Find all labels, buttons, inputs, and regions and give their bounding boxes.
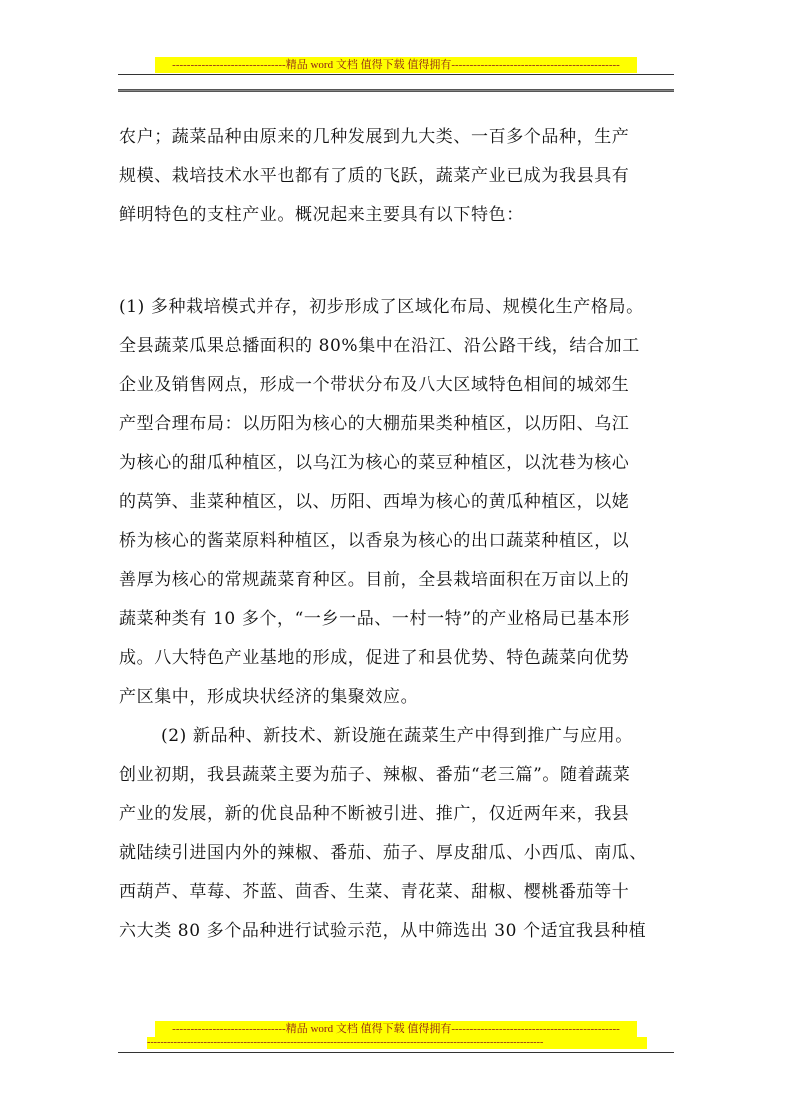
footer-rule	[118, 1052, 674, 1053]
point-1-paragraph	[119, 288, 675, 717]
text-line: 善厚为核心的常规蔬菜育种区。目前，全县栽培面积在万亩以上的	[119, 570, 630, 590]
text-line: 桥为核心的酱菜原料种植区，以香泉为核心的出口蔬菜种植区，以	[119, 531, 630, 551]
footer-dash-banner: -----------------------------------------------------------------------------------------------------------------------	[147, 1037, 647, 1049]
text-line: 创业初期，我县蔬菜主要为茄子、辣椒、番茄“老三篇”。随着蔬菜	[119, 765, 631, 785]
text-line: 全县蔬菜瓜果总播面积的 80%集中在沿江、沿公路干线，结合加工	[119, 336, 640, 356]
text-line: 企业及销售网点，形成一个带状分布及八大区域特色相间的城郊生	[119, 375, 630, 395]
text-line: 农户；蔬菜品种由原来的几种发展到九大类、一百多个品种，生产	[119, 127, 630, 147]
text-line: (2) 新品种、新技术、新设施在蔬菜生产中得到推广与应用。	[161, 726, 633, 746]
document-body	[119, 118, 675, 951]
header-double-rule	[118, 89, 674, 92]
text-line: 产区集中，形成块状经济的集聚效应。	[119, 687, 419, 707]
header-rule	[118, 74, 674, 75]
intro-paragraph	[119, 118, 675, 235]
point-2-paragraph	[119, 717, 675, 951]
paragraph-gap	[119, 235, 675, 288]
text-line: 规模、栽培技术水平也都有了质的飞跃，蔬菜产业已成为我县具有	[119, 166, 630, 186]
text-line: (1) 多种栽培模式并存，初步形成了区域化布局、规模化生产格局。	[119, 297, 644, 317]
text-line: 鲜明特色的支柱产业。概况起来主要具有以下特色：	[119, 205, 524, 225]
text-line: 产型合理布局：以历阳为核心的大棚茄果类种植区，以历阳、乌江	[119, 414, 630, 434]
header-watermark-banner: -------------------------------精品 word 文档 值得下载 值得拥有----------------------------------------------	[155, 57, 637, 73]
text-line: 的莴笋、韭菜种植区，以、历阳、西埠为核心的黄瓜种植区，以姥	[119, 492, 630, 512]
text-line: 成。八大特色产业基地的形成，促进了和县优势、特色蔬菜向优势	[119, 648, 630, 668]
text-line: 蔬菜种类有 10 多个，“一乡一品、一村一特”的产业格局已基本形	[119, 609, 631, 629]
text-line: 产业的发展，新的优良品种不断被引进、推广，仅近两年来，我县	[119, 804, 630, 824]
text-line: 就陆续引进国内外的辣椒、番茄、茄子、厚皮甜瓜、小西瓜、南瓜、	[119, 843, 647, 863]
text-line: 六大类 80 多个品种进行试验示范，从中筛选出 30 个适宜我县种植	[119, 921, 647, 941]
text-line: 为核心的甜瓜种植区，以乌江为核心的菜豆种植区，以沈巷为核心	[119, 453, 630, 473]
text-line: 西葫芦、草莓、芥蓝、茴香、生菜、青花菜、甜椒、樱桃番茄等十	[119, 882, 630, 902]
footer-watermark-banner: -------------------------------精品 word 文档 值得下载 值得拥有----------------------------------------------	[155, 1021, 637, 1037]
